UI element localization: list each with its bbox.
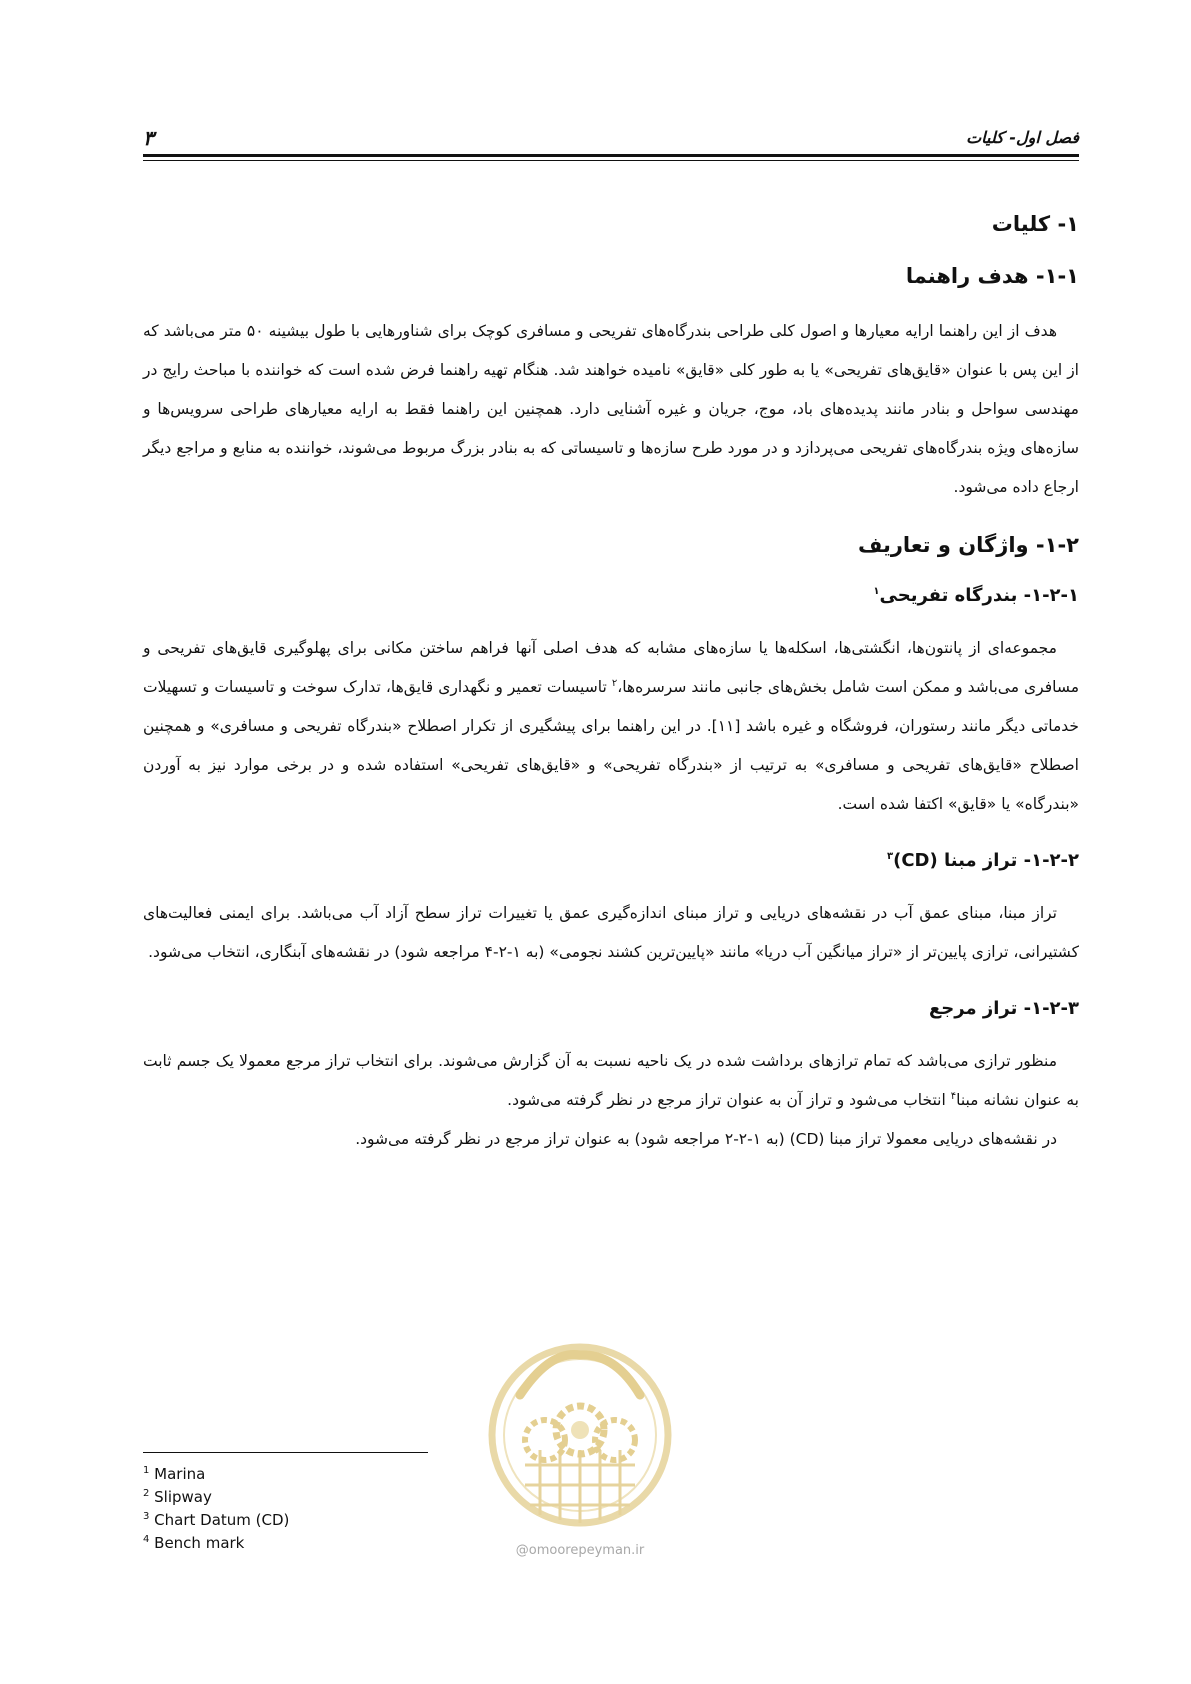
paragraph-text: انتخاب می‌شود و تراز آن به عنوان تراز مرجع در نظر گرفته می‌شود.	[507, 1091, 951, 1109]
footnote-number: 2	[143, 1488, 150, 1499]
footnote-text: Bench mark	[154, 1534, 245, 1552]
footnote-number: 1	[143, 1465, 150, 1476]
footnote-text: Slipway	[154, 1488, 212, 1506]
footnote-text: Marina	[154, 1465, 206, 1483]
section-heading-1: ۱- کلیات	[991, 212, 1079, 236]
paragraph-purpose: هدف از این راهنما ارایه معیارها و اصول کلی طراحی بندرگاه‌های تفریحی و مسافری کوچک برای شناورهایی با طول بیشینه ۵۰ متر می‌باشد که از این پس با عنوان «قایق‌های تفریحی» یا به طور کلی «قایق» نامیده خواهند شد. هنگام تهیه راهنما فرض شده است که خواننده با مباحث رایج در مهندسی سواحل و بنادر مانند پدیده‌های باد، موج، جریان و غیره آشنایی دارد. همچنین این راهنما فقط به ارایه معیارهای طراحی سرویس‌ها و سازه‌های ویژه بندرگاه‌های تفریحی می‌پردازد و در مورد طرح سازه‌ها و تاسیساتی که به بنادر بزرگ مربوط می‌شوند، خواننده به منابع و مراجع دیگر ارجاع داده می‌شود.	[143, 322, 1079, 496]
footnote-item	[143, 1463, 289, 1486]
section-heading-1-2-1	[143, 581, 1079, 611]
watermark-logo	[480, 1325, 680, 1560]
footnote-item	[143, 1486, 289, 1509]
footnote-number: 3	[143, 1511, 150, 1522]
paragraph-reference-level	[143, 1042, 1079, 1120]
section-heading-1-2-3: ۱-۲-۳- تراز مرجع	[928, 998, 1079, 1019]
main-content	[143, 208, 1079, 1159]
footnote-ref: ۴	[950, 1090, 957, 1102]
footnote-divider	[143, 1452, 428, 1453]
heading-text: ۱-۲-۲- تراز مبنا (CD)	[893, 850, 1079, 871]
footnote-ref: ۲	[611, 677, 618, 689]
paragraph-reference-level-2: در نقشه‌های دریایی معمولا تراز مبنا (CD) (به ۱-۲-۲ مراجعه شود) به عنوان تراز مرجع در نظر گرفته می‌شود.	[355, 1130, 1057, 1148]
chapter-title: فصل اول- کلیات	[966, 128, 1079, 147]
logo-seal-icon	[480, 1325, 680, 1540]
paragraph-marina	[143, 629, 1079, 824]
paragraph-chart-datum: تراز مبنا، مبنای عمق آب در نقشه‌های دریایی و تراز مبنای اندازه‌گیری عمق یا تغییرات تراز سطح آزاد آب می‌باشد. برای ایمنی فعالیت‌های کشتیرانی، ترازی پایین‌تر از «تراز میانگین آب دریا» مانند «پایین‌ترین کشند نجومی» (به ۱-۲-۴ مراجعه شود) در نقشه‌های آبنگاری، انتخاب می‌شود.	[143, 904, 1079, 961]
footnote-ref: ۳	[887, 851, 894, 862]
paragraph-text: منظور ترازی می‌باشد که تمام ترازهای برداشت شده در یک ناحیه نسبت به آن گزارش می‌شوند. برای انتخاب تراز مرجع معمولا یک جسم ثابت به عنوان نشانه مبنا	[143, 1052, 1079, 1109]
heading-text: ۱-۲-۱- بندرگاه تفریحی	[879, 585, 1079, 606]
paragraph-text: تاسیسات تعمیر و نگهداری قایق‌ها، تدارک سوخت و تاسیسات و تسهیلات خدماتی دیگر مانند رستوران، فروشگاه و غیره باشد [۱۱]. در این راهنما برای پیشگیری از تکرار اصطلاح «بندرگاه تفریحی و مسافری» و همچنین اصطلاح «قایق‌های تفریحی و مسافری» به ترتیب از «بندرگاه تفریحی» و «قایق‌های تفریحی» استفاده شده و در برخی موارد نیز به آوردن «بندرگاه» یا «قایق» اکتفا شده است.	[143, 678, 1079, 813]
footnote-ref: ۱	[873, 586, 880, 597]
footnote-item	[143, 1509, 289, 1532]
watermark-url: @omoorepeyman.ir	[515, 1543, 645, 1558]
section-heading-1-2: ۱-۲- واژگان و تعاریف	[857, 533, 1079, 557]
paragraph-text: مجموعه‌ای از پانتون‌ها، انگشتی‌ها، اسکله‌ها یا سازه‌های مشابه که هدف اصلی آنها فراهم ساختن مکانی برای پهلوگیری قایق‌های تفریحی و مسافری می‌باشد و ممکن است شامل بخش‌های جانبی مانند سرسره‌ها،	[143, 639, 1079, 696]
footnote-text: Chart Datum (CD)	[154, 1511, 290, 1529]
footnote-item	[143, 1532, 289, 1555]
footnotes	[143, 1463, 289, 1555]
page-number: ۳	[143, 126, 154, 150]
header-rule-thin	[143, 160, 1079, 161]
header-rule-thick	[143, 154, 1079, 157]
page-header	[143, 128, 1079, 168]
footnote-number: 4	[143, 1534, 150, 1545]
section-heading-1-1: ۱-۱- هدف راهنما	[905, 264, 1079, 288]
section-heading-1-2-2	[143, 846, 1079, 876]
